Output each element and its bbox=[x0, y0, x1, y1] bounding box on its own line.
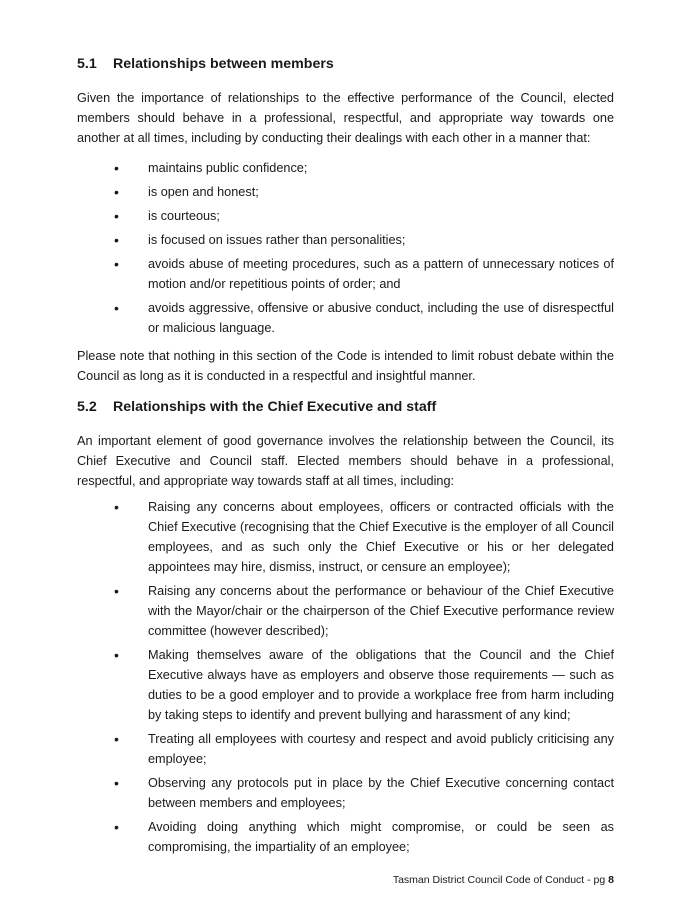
list-item: • avoids aggressive, offensive or abusive conduct, including the use of disrespectful or malicious language. bbox=[114, 300, 614, 335]
list-item: • Avoiding doing anything which might compromise, or could be seen as compromising, the impartiality of an employee; bbox=[114, 819, 614, 854]
bullet-icon: • bbox=[114, 647, 119, 663]
section-5-2-intro: An important element of good governance involves the relationship between the Council, its Chief Executive and Council staff. Elected members should behave in a professional, respectful, and appropriate way towards staff at all times, including: bbox=[77, 434, 614, 488]
page-footer bbox=[393, 874, 614, 886]
list-item: • is courteous; bbox=[114, 208, 220, 224]
bullet-icon: • bbox=[114, 819, 119, 835]
section-5-2-title: Relationships with the Chief Executive and staff bbox=[113, 399, 437, 415]
bullet-icon: • bbox=[114, 775, 119, 791]
section-5-1-title: Relationships between members bbox=[113, 56, 334, 72]
bullet-icon: • bbox=[114, 208, 119, 224]
list-item: • is open and honest; bbox=[114, 184, 259, 200]
section-5-1-note: Please note that nothing in this section of the Code is intended to limit robust debate within the Council as long as it is conducted in a respectful and insightful manner. bbox=[77, 349, 614, 383]
section-5-1-number: 5.1 bbox=[77, 56, 97, 72]
bullet-icon: • bbox=[114, 232, 119, 248]
list-item: • avoids abuse of meeting procedures, such as a pattern of unnecessary notices of motion and/or repetitious points of order; and bbox=[114, 256, 614, 291]
section-5-2-bullet-list bbox=[77, 497, 614, 861]
list-item: • Treating all employees with courtesy and respect and avoid publicly criticising any employee; bbox=[114, 731, 614, 766]
list-item: • is focused on issues rather than personalities; bbox=[114, 232, 406, 248]
section-5-1-heading bbox=[77, 56, 334, 72]
section-5-1-intro: Given the importance of relationships to the effective performance of the Council, elected members should behave in a professional, respectful, and appropriate way towards one another at all times, including by conducting their dealings with each other in a manner that: bbox=[77, 91, 614, 145]
list-item: • Making themselves aware of the obligations that the Council and the Chief Executive always have as employers and observe those requirements — such as duties to be a good employer and to provide a workplace free from harm including by taking steps to identify and prevent bullying and harassment of any kind; bbox=[114, 647, 614, 722]
list-item: • Raising any concerns about the performance or behaviour of the Chief Executive with the Mayor/chair or the chairperson of the Chief Executive performance review committee (however described); bbox=[114, 583, 614, 638]
list-item: • maintains public confidence; bbox=[114, 160, 308, 176]
list-item: • Observing any protocols put in place by the Chief Executive concerning contact between members and employees; bbox=[114, 775, 614, 810]
page-number: 8 bbox=[608, 874, 614, 886]
list-item: • Raising any concerns about employees, officers or contracted officials with the Chief Executive (recognising that the Chief Executive is the employer of all Council employees, and as such only the Chief Executive or his or her delegated appointees may hire, dismiss, instruct, or censure an employee); bbox=[114, 499, 614, 574]
bullet-icon: • bbox=[114, 583, 119, 599]
bullet-icon: • bbox=[114, 300, 119, 316]
bullet-icon: • bbox=[114, 499, 119, 515]
section-5-2-number: 5.2 bbox=[77, 399, 97, 415]
section-5-2-heading bbox=[77, 399, 436, 415]
bullet-icon: • bbox=[114, 731, 119, 747]
bullet-icon: • bbox=[114, 184, 119, 200]
section-5-1-bullet-list bbox=[77, 158, 614, 342]
footer-text: Tasman District Council Code of Conduct - pg bbox=[392, 874, 609, 886]
bullet-icon: • bbox=[114, 256, 119, 272]
bullet-icon: • bbox=[114, 160, 119, 176]
